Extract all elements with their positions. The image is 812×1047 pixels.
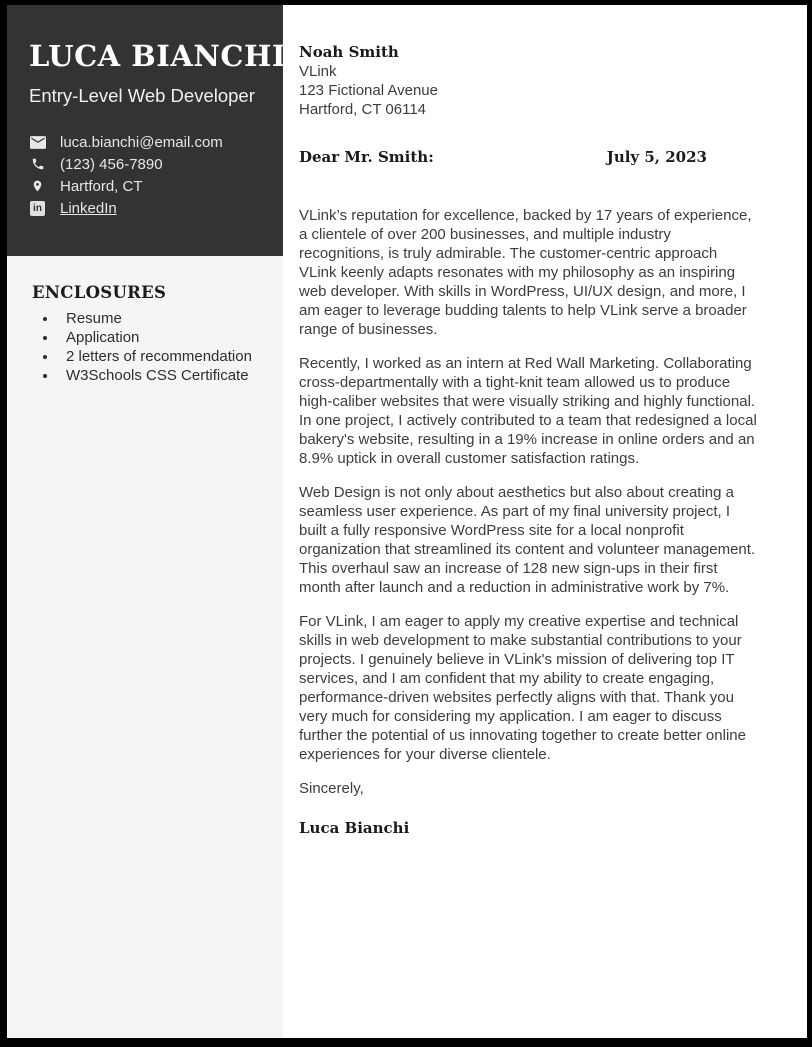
enclosure-item: • Application bbox=[58, 328, 273, 347]
person-title: Entry-Level Web Developer bbox=[29, 84, 255, 106]
letter-paragraph-2: Recently, I worked as an intern at Red Wall Marketing. Collaborating cross-departmentally with a tight-knit team allowed us to produce high-caliber websites that were visually striking and highly functional. In one project, I actively contributed to a team that redesigned a local bakery's website, resulting in a 19% increase in online orders and an 8.9% uptick in overall customer satisfaction ratings. bbox=[299, 355, 757, 467]
signature-name: Luca Bianchi bbox=[299, 819, 410, 837]
contact-email-row bbox=[29, 134, 275, 151]
letter-date: July 5, 2023 bbox=[606, 148, 707, 166]
contact-location-row bbox=[29, 178, 275, 195]
contact-location-text: Hartford, CT bbox=[60, 177, 143, 195]
letter-paragraph-3: Web Design is not only about aesthetics but also about creating a seamless user experience. As part of my final university project, I built a fully responsive WordPress site for a local nonprofit organization that streamlined its content and volunteer management. This overhaul saw an increase of 128 new sign-ups in their first month after launch and a reduction in administrative work by 7%. bbox=[299, 484, 756, 596]
sidebar bbox=[7, 5, 286, 1038]
contact-phone-text: (123) 456-7890 bbox=[60, 155, 163, 173]
phone-icon bbox=[29, 157, 46, 171]
recipient-street: 123 Fictional Avenue bbox=[299, 82, 438, 99]
recipient-block bbox=[299, 43, 757, 119]
contact-phone-row bbox=[29, 156, 275, 173]
recipient-name: Noah Smith bbox=[299, 43, 399, 61]
linkedin-link[interactable]: LinkedIn bbox=[60, 199, 117, 217]
enclosure-item: • Resume bbox=[58, 309, 273, 328]
cover-letter-sheet bbox=[7, 5, 807, 1038]
contact-linkedin-row bbox=[29, 200, 275, 217]
salutation: Dear Mr. Smith: bbox=[299, 148, 434, 166]
person-name: LUCA BIANCHI bbox=[29, 39, 286, 73]
closing: Sincerely, bbox=[299, 780, 364, 797]
recipient-company: VLink bbox=[299, 63, 337, 80]
recipient-city: Hartford, CT 06114 bbox=[299, 101, 427, 118]
email-icon bbox=[29, 136, 46, 149]
location-icon bbox=[29, 178, 46, 194]
linkedin-icon-glyph: in bbox=[30, 201, 45, 216]
salutation-row bbox=[299, 148, 757, 167]
contact-list bbox=[29, 134, 275, 217]
enclosures-heading: ENCLOSURES bbox=[32, 283, 167, 302]
enclosure-item: • 2 letters of recommendation bbox=[58, 347, 273, 366]
contact-email-text: luca.bianchi@email.com bbox=[60, 133, 223, 151]
enclosures-section bbox=[7, 256, 283, 1038]
letter-paragraph-1: VLink’s reputation for excellence, backed by 17 years of experience, a clientele of over 200 businesses, and multiple industry recognitions, is truly admirable. The customer-centric approach VLink keenly adapts resonates with my philosophy as an inspiring web developer. With skills in WordPress, UI/UX design, and more, I am eager to leverage budding talents to help VLink serve a broader range of businesses. bbox=[299, 207, 752, 338]
sidebar-header bbox=[7, 5, 286, 256]
enclosures-list bbox=[58, 309, 273, 385]
letter-body bbox=[283, 5, 807, 1038]
enclosure-item: • W3Schools CSS Certificate bbox=[58, 366, 273, 385]
linkedin-icon bbox=[29, 201, 46, 216]
letter-paragraph-4: For VLink, I am eager to apply my creative expertise and technical skills in web development to make substantial contributions to your projects. I genuinely believe in VLink's mission of delivering top IT services, and I am confident that my ability to create engaging, performance-driven websites perfectly aligns with that. Thank you very much for considering my application. I am eager to discuss further the potential of us innovating together to create better online experiences for your diverse clientele. bbox=[299, 613, 746, 763]
